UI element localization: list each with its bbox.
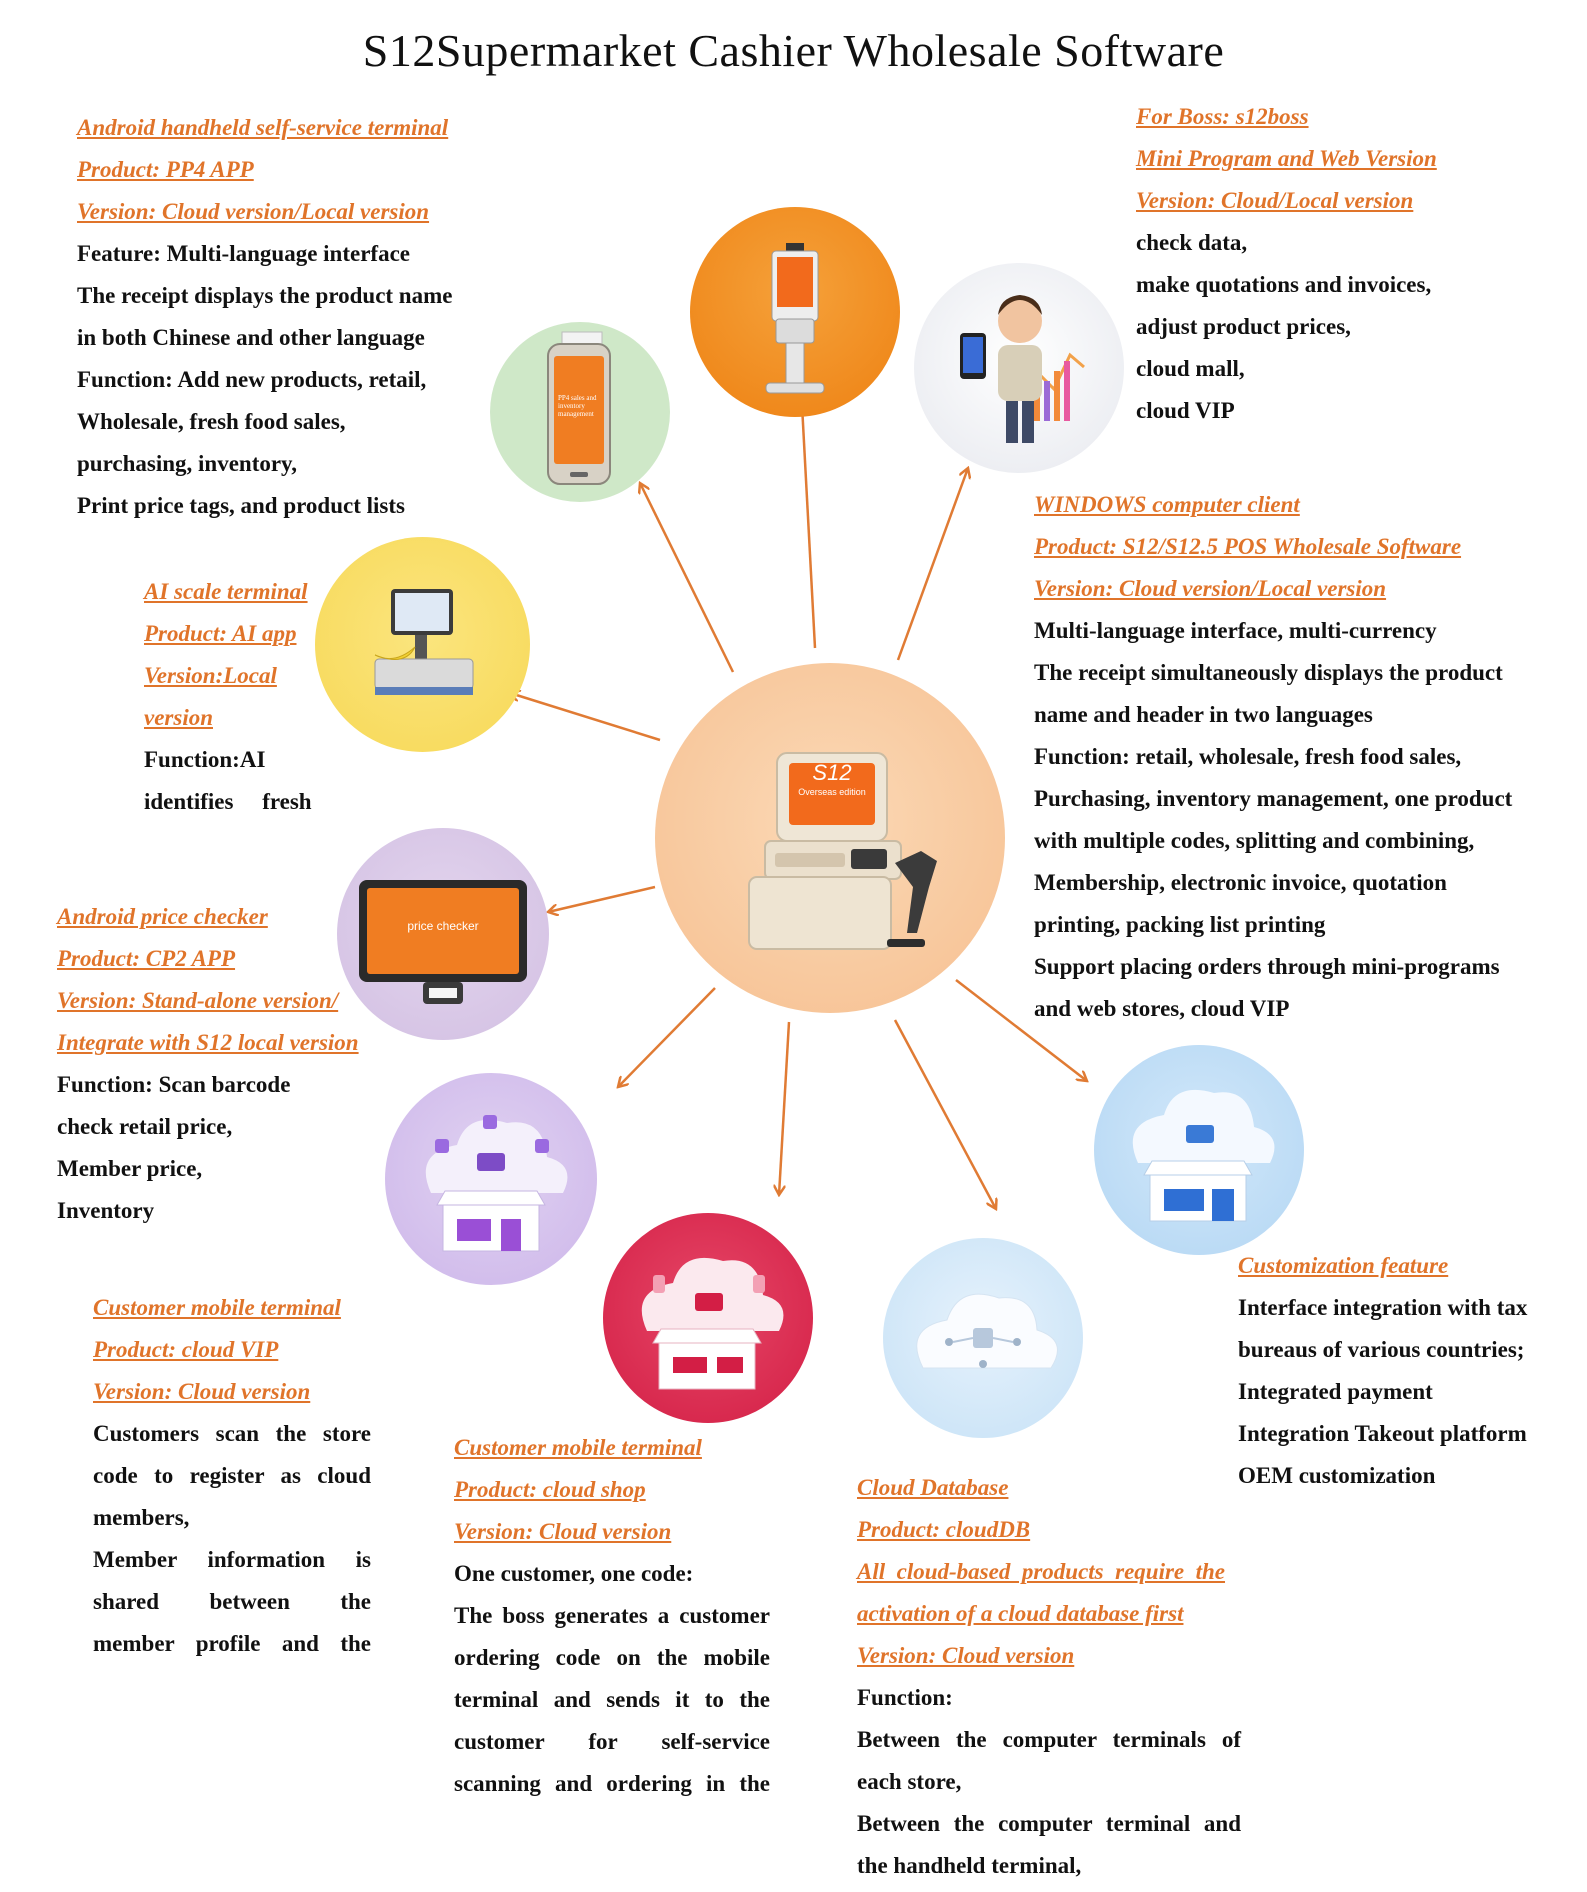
cloud-vip-body-line: Customers scan the store <box>93 1421 371 1446</box>
ai-scale-icon <box>315 537 530 752</box>
boss-title: For Boss: s12boss <box>1136 104 1309 129</box>
custom-body-line: Interface integration with tax <box>1238 1295 1528 1320</box>
windows-product: Product: S12/S12.5 POS Wholesale Software <box>1034 534 1462 559</box>
arrow-to-kiosk <box>802 405 815 648</box>
cloud-db-product: Product: cloudDB <box>857 1517 1031 1542</box>
cloud-db-text <box>857 1467 1241 1887</box>
cloud-vip-body-line: member profile and the <box>93 1631 371 1656</box>
cloud-vip-body-line: shared between the <box>93 1589 371 1614</box>
ai-scale-title: AI scale terminal <box>144 579 308 604</box>
cloud-db-body-line: the handheld terminal, <box>857 1853 1082 1878</box>
handheld-body-line: in both Chinese and other language <box>77 325 425 350</box>
handheld-body-line: Wholesale, fresh food sales, <box>77 409 346 434</box>
ai-scale-body-line: Function:AI <box>144 747 266 772</box>
handheld-screen-text: PP4 sales and inventory management <box>558 394 597 418</box>
boss-with-phone-icon <box>914 263 1124 473</box>
center-screen-label: S12 <box>812 760 852 785</box>
custom-body-line: bureaus of various countries; <box>1238 1337 1525 1362</box>
boss-product: Mini Program and Web Version <box>1136 146 1437 171</box>
boss-body-line: check data, <box>1136 230 1248 255</box>
price-checker-screen-text: price checker <box>407 919 479 933</box>
arrow-to-price-checker <box>548 887 655 912</box>
cloud-shop-body-line: scanning and ordering in the <box>454 1771 770 1796</box>
cloud-database-icon <box>883 1238 1083 1438</box>
cloud-db-version: Version: Cloud version <box>857 1643 1075 1668</box>
boss-body-line: cloud mall, <box>1136 356 1245 381</box>
cloud-shop-text <box>454 1427 770 1805</box>
boss-body-line: adjust product prices, <box>1136 314 1351 339</box>
windows-body-line: printing, packing list printing <box>1034 912 1326 937</box>
self-service-kiosk-icon <box>690 207 900 417</box>
windows-body-line: Multi-language interface, multi-currency <box>1034 618 1437 643</box>
cloud-shop-body-line: The boss generates a customer <box>454 1603 770 1628</box>
cloud-shop-body-line: One customer, one code: <box>454 1561 694 1586</box>
custom-body-line: Integration Takeout platform <box>1238 1421 1527 1446</box>
cloud-shop-body-line: terminal and sends it to the <box>454 1687 770 1712</box>
arrow-to-boss <box>898 468 968 660</box>
cloud-shop-product: Product: cloud shop <box>454 1477 646 1502</box>
arrow-to-scale <box>510 693 660 740</box>
boss-text <box>1136 96 1476 432</box>
cloud-db-note: All cloud-based products require the <box>857 1559 1226 1584</box>
custom-body-line: OEM customization <box>1238 1463 1436 1488</box>
windows-version: Version: Cloud version/Local version <box>1034 576 1387 601</box>
cloud-db-circle <box>883 1238 1083 1438</box>
cloud-db-title: Cloud Database <box>857 1475 1009 1500</box>
cloud-db-body-line: each store, <box>857 1769 962 1794</box>
windows-body-line: with multiple codes, splitting and combining, <box>1034 828 1475 853</box>
price-checker-title: Android price checker <box>57 904 268 929</box>
ai-scale-body-line: identifies fresh <box>144 789 312 814</box>
cloud-store-blue-icon <box>1094 1045 1304 1255</box>
cloud-db-note-cont: activation of a cloud database first <box>857 1601 1184 1626</box>
cloud-shop-title: Customer mobile terminal <box>454 1435 702 1460</box>
custom-text <box>1238 1245 1568 1497</box>
windows-body-line: Support placing orders through mini-programs <box>1034 954 1500 979</box>
cloud-shop-circle <box>603 1213 813 1423</box>
cloud-vip-body-line: code to register as cloud <box>93 1463 371 1488</box>
ai-scale-version: Version:Local <box>144 663 277 688</box>
cloud-db-body-line: Function: <box>857 1685 953 1710</box>
handheld-product: Product: PP4 APP <box>77 157 254 182</box>
price-checker-body-line: Inventory <box>57 1198 155 1223</box>
windows-body-line: Membership, electronic invoice, quotation <box>1034 870 1447 895</box>
cloud-vip-product: Product: cloud VIP <box>93 1337 279 1362</box>
ai-scale-text <box>144 571 324 823</box>
kiosk-circle <box>690 207 900 417</box>
custom-body-line: Integrated payment <box>1238 1379 1433 1404</box>
windows-body-line: Function: retail, wholesale, fresh food sales, <box>1034 744 1462 769</box>
handheld-circle <box>490 322 670 502</box>
cloud-store-purple-icon <box>385 1073 597 1285</box>
boss-circle <box>914 263 1124 473</box>
cloud-store-red-icon <box>603 1213 813 1423</box>
price-checker-body-line: Function: Scan barcode <box>57 1072 291 1097</box>
price-checker-body-line: Member price, <box>57 1156 203 1181</box>
windows-text <box>1034 484 1544 1030</box>
arrow-to-cloud-db <box>895 1020 996 1209</box>
cloud-shop-version: Version: Cloud version <box>454 1519 672 1544</box>
custom-circle <box>1094 1045 1304 1255</box>
cloud-db-body-line: Between the computer terminal and <box>857 1811 1241 1836</box>
cloud-shop-body-line: customer for self-service <box>454 1729 770 1754</box>
price-checker-text <box>57 896 387 1232</box>
handheld-body-line: Function: Add new products, retail, <box>77 367 427 392</box>
ai-scale-version-cont: version <box>144 705 213 730</box>
boss-version: Version: Cloud/Local version <box>1136 188 1414 213</box>
handheld-body-line: The receipt displays the product name <box>77 283 453 308</box>
handheld-body-line: Feature: Multi-language interface <box>77 241 410 266</box>
windows-body-line: Purchasing, inventory management, one product <box>1034 786 1513 811</box>
center-pos-circle <box>655 663 1005 1013</box>
boss-body-line: make quotations and invoices, <box>1136 272 1432 297</box>
windows-title: WINDOWS computer client <box>1034 492 1300 517</box>
cloud-vip-circle <box>385 1073 597 1285</box>
arrow-to-handheld <box>640 483 733 672</box>
windows-body-line: name and header in two languages <box>1034 702 1373 727</box>
ai-scale-circle <box>315 537 530 752</box>
center-screen-sub: Overseas edition <box>798 787 866 797</box>
ai-scale-product: Product: AI app <box>144 621 297 646</box>
cloud-vip-title: Customer mobile terminal <box>93 1295 341 1320</box>
price-checker-product: Product: CP2 APP <box>57 946 236 971</box>
price-checker-version-cont: Integrate with S12 local version <box>57 1030 359 1055</box>
windows-body-line: and web stores, cloud VIP <box>1034 996 1290 1021</box>
handheld-title: Android handheld self-service terminal <box>77 115 449 140</box>
cloud-vip-body-line: Member information is <box>93 1547 371 1572</box>
price-checker-body-line: check retail price, <box>57 1114 233 1139</box>
handheld-version: Version: Cloud version/Local version <box>77 199 430 224</box>
cloud-vip-text <box>93 1287 371 1665</box>
handheld-body-line: Print price tags, and product lists <box>77 493 405 518</box>
custom-title: Customization feature <box>1238 1253 1449 1278</box>
pos-terminal-with-scanner-icon <box>655 663 1005 1013</box>
handheld-text <box>77 107 497 527</box>
page-title: S12Supermarket Cashier Wholesale Software <box>362 25 1225 76</box>
cloud-shop-body-line: ordering code on the mobile <box>454 1645 770 1670</box>
cloud-db-body-line: Between the computer terminals of <box>857 1727 1241 1752</box>
boss-body-line: cloud VIP <box>1136 398 1235 423</box>
cloud-vip-version: Version: Cloud version <box>93 1379 311 1404</box>
arrow-to-cloud-shop <box>779 1022 789 1195</box>
cloud-vip-body-line: members, <box>93 1505 190 1530</box>
windows-body-line: The receipt simultaneously displays the product <box>1034 660 1503 685</box>
handheld-body-line: purchasing, inventory, <box>77 451 298 476</box>
price-checker-version: Version: Stand-alone version/ <box>57 988 339 1013</box>
